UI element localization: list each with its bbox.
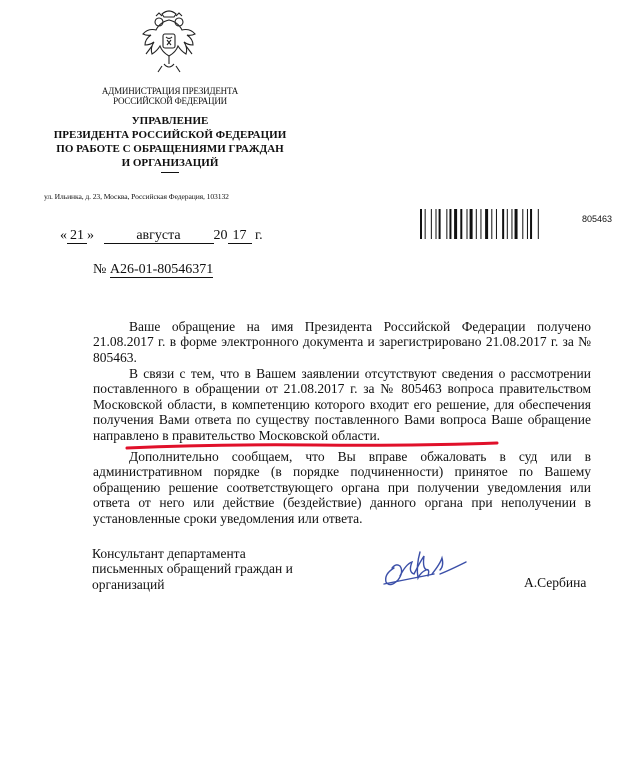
barcode-bar (522, 209, 523, 239)
department-line-4: И ОРГАНИЗАЦИЙ (121, 157, 219, 169)
barcode-bar (515, 209, 518, 239)
barcode-bar (436, 209, 437, 239)
barcode-bar (467, 209, 468, 239)
state-emblem-icon (140, 6, 198, 78)
barcode (420, 209, 568, 239)
department-line-1: УПРАВЛЕНИЕ (131, 115, 209, 127)
barcode-number: 805463 (582, 214, 613, 224)
barcode-bar (538, 209, 539, 239)
paragraph-2 (93, 366, 591, 443)
paragraph-2-main: В связи с тем, что в Вашем заявлении отсутствуют сведения о рассмотрении поставленного в обращении от 21.08.2017 г. за № 805463 вопроса правительством Московской области, в компетенцию которого входит его решение, для обеспечения получения Вами ответа по существу поставленного Вами вопроса Ваше (93, 366, 591, 428)
paragraph-2-text (93, 366, 591, 443)
paragraph-2-highlight: обращение направлено в правительство Московской области. (93, 412, 591, 443)
barcode-bar (530, 209, 532, 239)
barcode-bar (431, 209, 432, 239)
signer-name: А.Сербина (524, 575, 587, 590)
heading-divider (161, 172, 179, 173)
barcode-bar (496, 209, 497, 239)
barcode-bar (502, 209, 504, 239)
date-year-prefix: 20 (213, 228, 228, 243)
barcode-bar (491, 209, 492, 239)
document-date (60, 228, 263, 244)
administration-line-2: РОССИЙСКОЙ ФЕДЕРАЦИИ (113, 96, 227, 106)
barcode-bar (446, 209, 447, 239)
handwritten-signature (374, 546, 470, 592)
barcode-bar (480, 209, 481, 239)
paragraph-3-text: Дополнительно сообщаем, что Вы вправе обжаловать в суд или в административном порядке (в порядке подчиненности) принятое по Вашему обращению решение соответствующего органа при получении уведомления или ответа от него или действие (бездействие) данного органа при неполучении в установленные сроки уведомления или ответа. (93, 449, 591, 526)
barcode-bar (476, 209, 477, 239)
date-day: 21 (67, 229, 87, 244)
signatory-title-line-1: Консультант департамента (92, 546, 246, 561)
barcode-bar (454, 209, 457, 239)
barcode-bar (425, 209, 426, 239)
barcode-bar (470, 209, 473, 239)
date-year-unit: г. (255, 228, 263, 243)
barcode-bar (507, 209, 508, 239)
administration-line-1: АДМИНИСТРАЦИЯ ПРЕЗИДЕНТА (101, 86, 239, 96)
number-value: А26-01-80546371 (109, 262, 214, 277)
barcode-bar (460, 209, 462, 239)
barcode-bar (420, 209, 422, 239)
signatory-title-line-2: письменных обращений граждан и (92, 561, 293, 577)
barcode-bar (449, 209, 451, 239)
date-year-suffix: 17 (228, 229, 252, 244)
barcode-bar (527, 209, 528, 239)
paragraph-3 (93, 449, 591, 526)
barcode-bar (511, 209, 512, 239)
department-line-2: ПРЕЗИДЕНТА РОССИЙСКОЙ ФЕДЕРАЦИИ (53, 129, 287, 141)
date-open-quote: « (60, 228, 67, 243)
department-heading (40, 114, 300, 173)
signatory-title-line-3: организаций (92, 576, 165, 592)
barcode-bar (485, 209, 488, 239)
signatory-title (92, 546, 293, 592)
number-sign: № (93, 262, 107, 277)
date-close-quote: » (87, 228, 94, 243)
barcode-bar (439, 209, 441, 239)
department-line-3: ПО РАБОТЕ С ОБРАЩЕНИЯМИ ГРАЖДАН (56, 143, 284, 155)
document-number (93, 262, 213, 278)
sender-address: ул. Ильинка, д. 23, Москва, Российская Федерация, 103132 (44, 192, 229, 201)
red-underline-annotation (125, 441, 500, 451)
date-month: августа (104, 229, 214, 244)
administration-heading (40, 86, 300, 106)
paragraph-1 (93, 319, 591, 365)
paragraph-1-text: Ваше обращение на имя Президента Российской Федерации получено 21.08.2017 г. в форме электронного документа и зарегистрировано 21.08.2017 г. за № 805463. (93, 319, 591, 365)
